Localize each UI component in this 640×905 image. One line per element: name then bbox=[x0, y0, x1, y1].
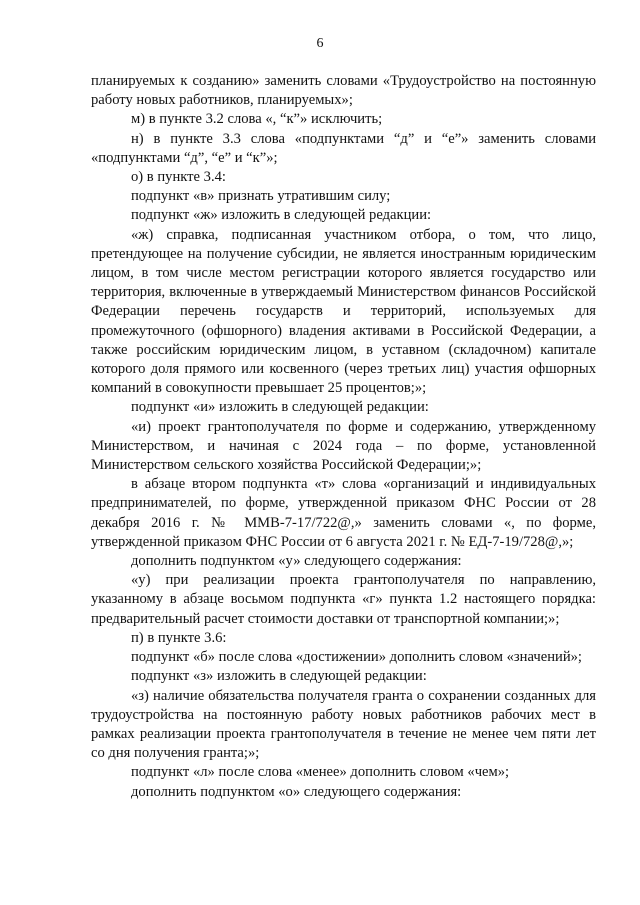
paragraph-continuation: планируемых к созданию» заменить словами «Трудоустройство на постоянную работу новых работников, планируемых»; bbox=[91, 73, 596, 109]
document-body bbox=[91, 72, 596, 802]
paragraph-item-o: о) в пункте 3.4: bbox=[131, 169, 226, 186]
paragraph-subitem-i-intro: подпункт «и» изложить в следующей редакции: bbox=[131, 399, 429, 416]
paragraph-subitem-t: в абзаце втором подпункта «т» слова «организаций и индивидуальных предпринимателей, по форме, утвержденной приказом ФНС России от 28 декабря 2016 г. № ММВ-7-17/722@,» заменить словами «, по форме, утвержденной приказом ФНС России от 6 августа 2021 г. № ЕД-7-19/728@,»; bbox=[91, 476, 596, 550]
paragraph-item-p: п) в пункте 3.6: bbox=[131, 629, 227, 646]
paragraph-subitem-zh-text: «ж) справка, подписанная участником отбора, о том, что лицо, претендующее на получение субсидии, не является иностранным юридическим лицом, в том числе местом регистрации которого является государство или территория, включенные в утверждаемый Министерством финансов Российской Федерации перечень государств и территорий, используемых для промежуточного (офшорного) владения активами в Российской Федерации, а также российским юридическим лицом, в уставном (складочном) капитале которого доля прямого или косвенного (через третьих лиц) участия офшорных компаний в совокупности превышает 25 процентов;»; bbox=[91, 226, 596, 397]
paragraph-subitem-z-text: «з) наличие обязательства получателя гранта о сохранении созданных для трудоустройства на постоянную работу новых работников рабочих мест в рамках реализации проекта грантополучателя в течение не менее чем пяти лет со дня получения гранта;»; bbox=[91, 687, 596, 762]
paragraph-subitem-b: подпункт «б» после слова «достижении» дополнить словом «значений»; bbox=[131, 649, 582, 666]
paragraph-item-m: м) в пункте 3.2 слова «, “к”» исключить; bbox=[131, 111, 383, 128]
paragraph-subitem-v: подпункт «в» признать утратившим силу; bbox=[131, 188, 391, 205]
paragraph-item-n: н) в пункте 3.3 слова «подпунктами “д” и “е”» заменить словами «подпунктами “д”, “е” и “к”»; bbox=[91, 130, 596, 166]
paragraph-subitem-u-intro: дополнить подпунктом «у» следующего содержания: bbox=[131, 553, 462, 570]
page-number: 6 bbox=[316, 36, 324, 51]
paragraph-subitem-u-text: «у) при реализации проекта грантополучателя по направлению, указанному в абзаце восьмом подпункта «г» пункта 1.2 настоящего порядка: предварительный расчет стоимости доставки от транспортной компании;»; bbox=[91, 572, 596, 627]
paragraph-subitem-i-text: «и) проект грантополучателя по форме и содержанию, утвержденному Министерством, и начиная с 2024 года – по форме, установленной Министерством сельского хозяйства Российской Федерации;»; bbox=[91, 418, 596, 474]
paragraph-subitem-zh-intro: подпункт «ж» изложить в следующей редакции: bbox=[131, 207, 432, 224]
paragraph-subitem-z-intro: подпункт «з» изложить в следующей редакции: bbox=[131, 668, 427, 685]
paragraph-subitem-o-intro: дополнить подпунктом «о» следующего содержания: bbox=[131, 783, 462, 800]
paragraph-subitem-l: подпункт «л» после слова «менее» дополнить словом «чем»; bbox=[131, 764, 510, 781]
